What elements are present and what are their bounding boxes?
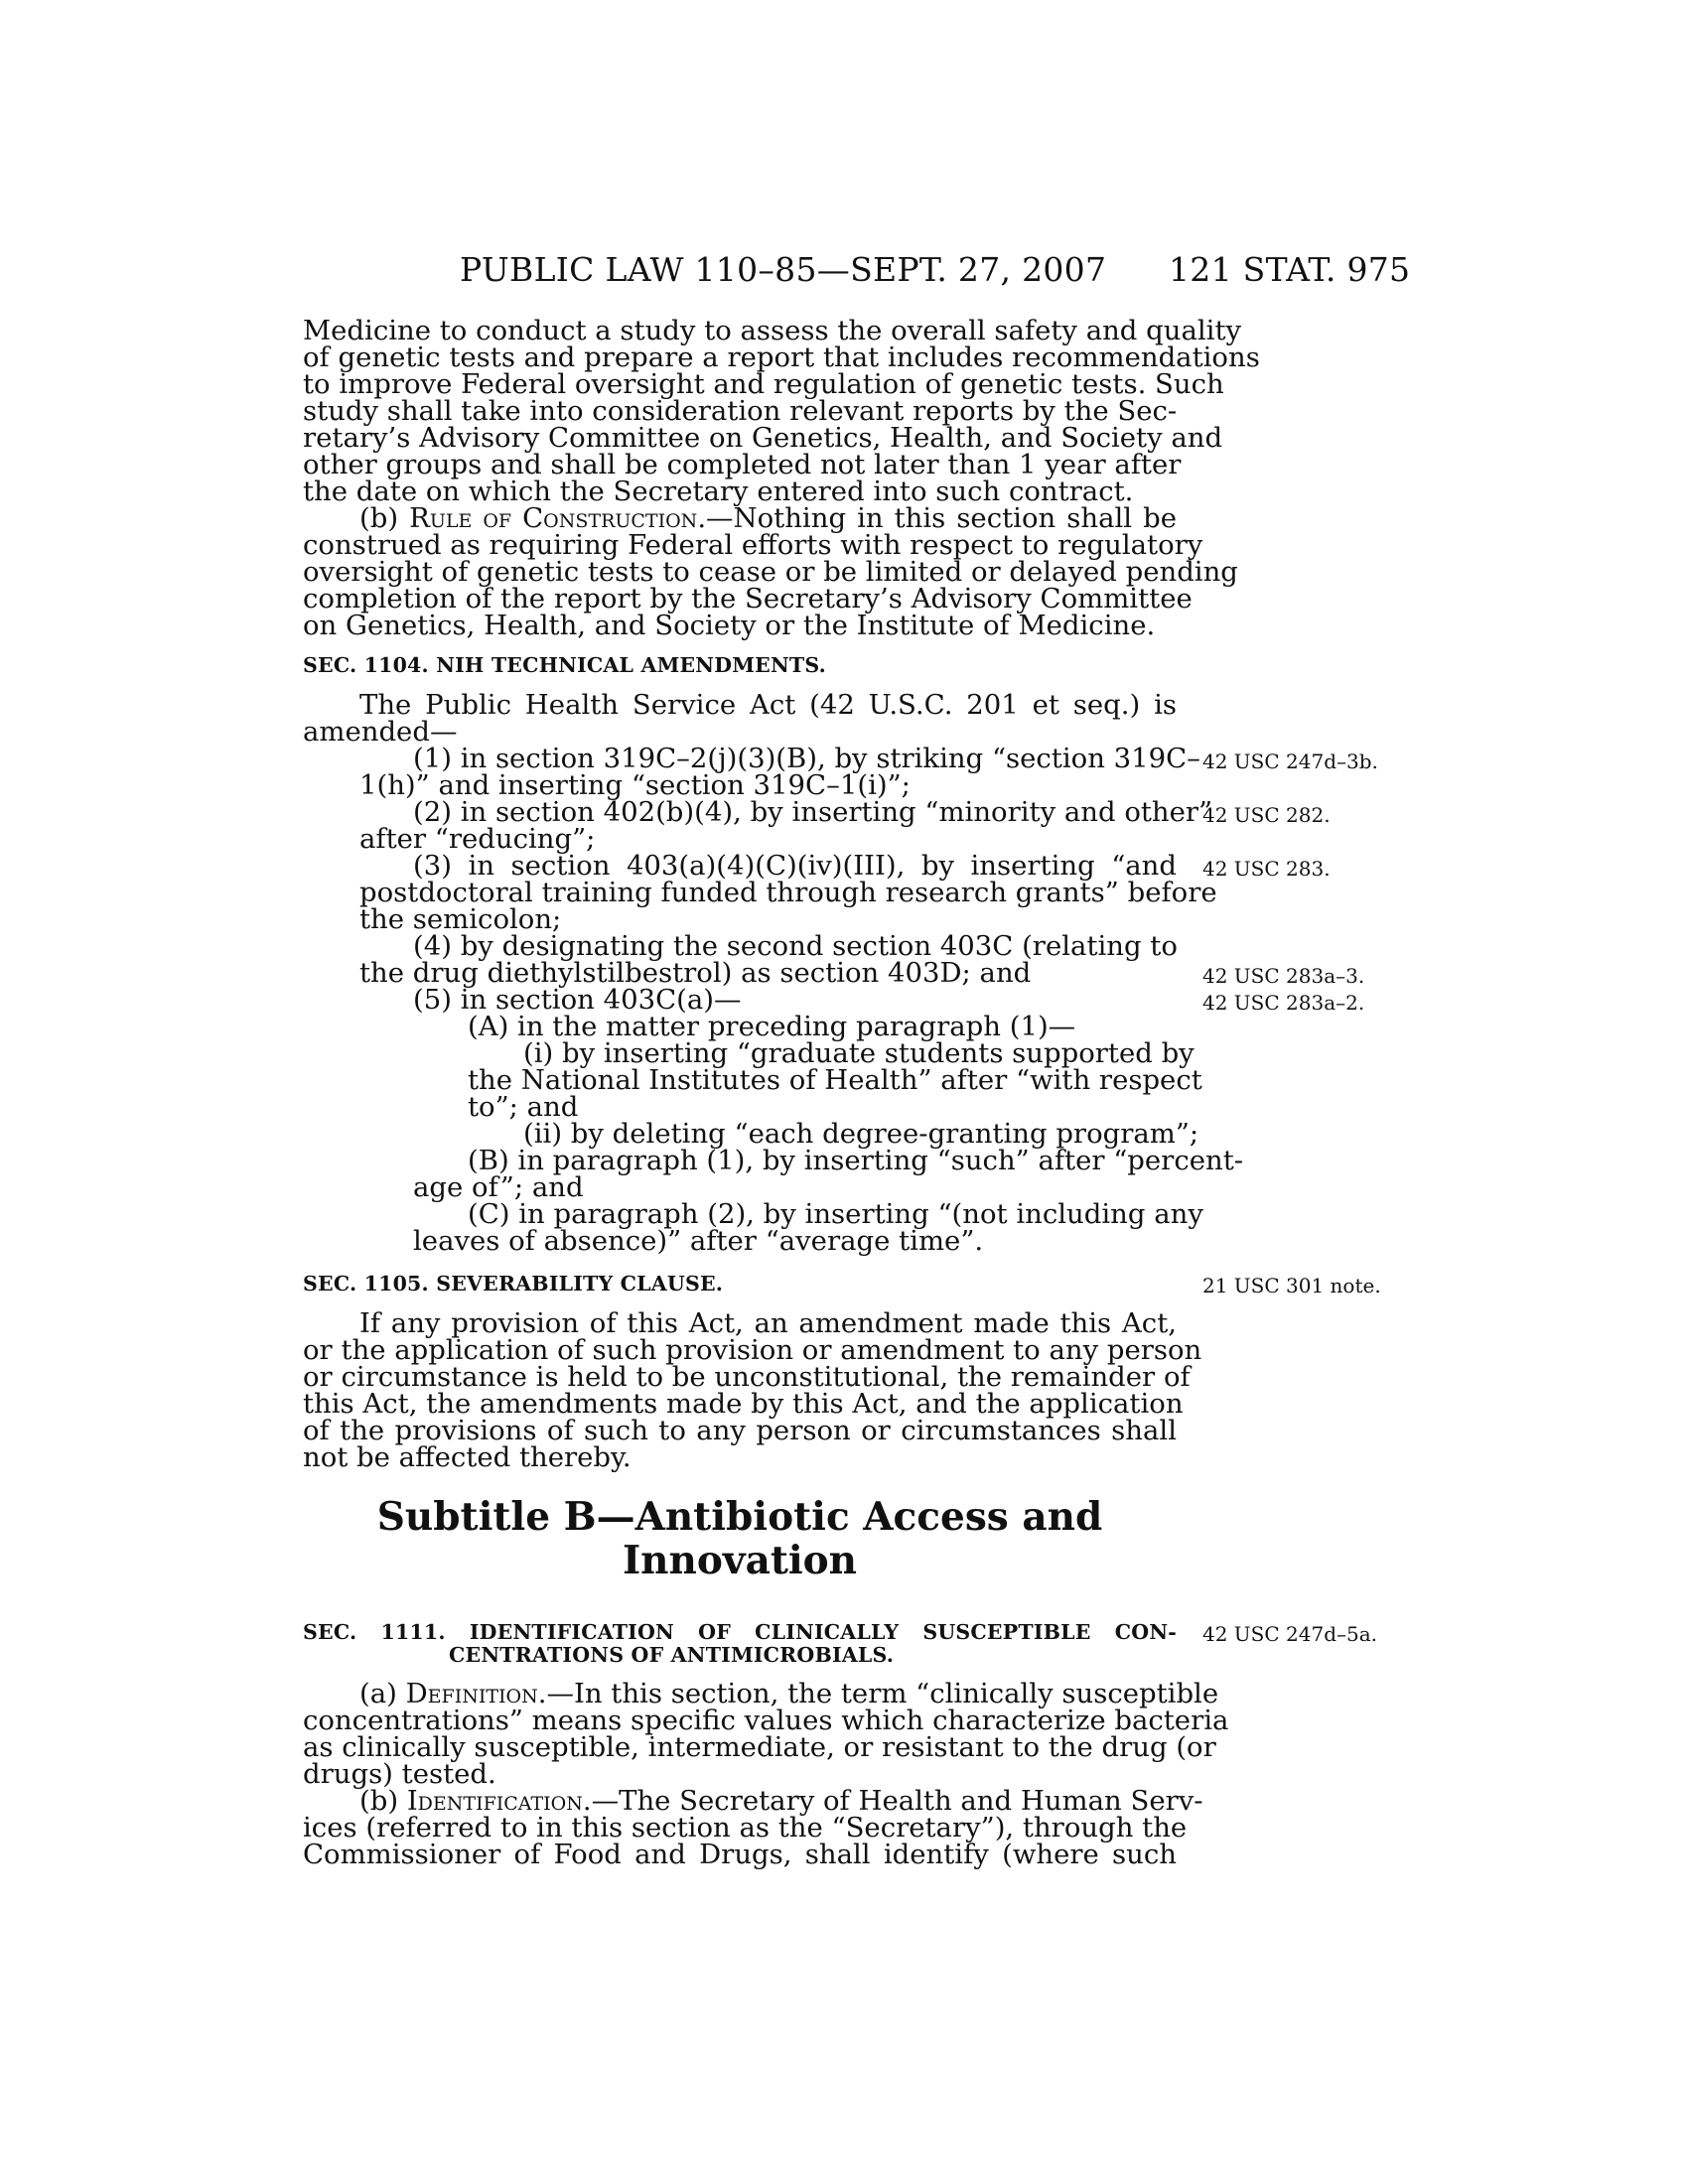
list-item: (i) by inserting “graduate students supported by (523, 1037, 1195, 1069)
text-line: retary’s Advisory Committee on Genetics, Health, and Society and (303, 422, 1223, 454)
text-line: completion of the report by the Secretary’s Advisory Committee (303, 583, 1193, 614)
margin-note: 42 USC 283. (1202, 857, 1331, 881)
subtitle-heading-line: Subtitle B—Antibiotic Access and (376, 1494, 1103, 1540)
list-item: the drug diethylstilbestrol) as section 403D; and (359, 957, 1032, 989)
list-item: to”; and (468, 1091, 579, 1123)
section-heading-1111-cont: CENTRATIONS OF ANTIMICROBIALS. (449, 1643, 895, 1667)
list-item: (4) by designating the second section 403C (relating to (413, 930, 1178, 962)
text-line: If any provision of this Act, an amendment made this Act, (359, 1307, 1177, 1339)
margin-note: 21 USC 301 note. (1202, 1274, 1381, 1297)
list-item: the National Institutes of Health” after “with respect (468, 1064, 1202, 1096)
text-line: oversight of genetic tests to cease or be limited or delayed pending (303, 556, 1238, 588)
section-heading-1111: SEC. 1111. IDENTIFICATION OF CLINICALLY SUSCEPTIBLE CON- (303, 1620, 1177, 1644)
text-line: of the provisions of such to any person or circumstances shall (303, 1415, 1177, 1446)
list-item: (2) in section 402(b)(4), by inserting “minority and other” (413, 796, 1213, 828)
list-item: 1(h)” and inserting “section 319C–1(i)”; (359, 769, 911, 801)
text-line: construed as requiring Federal efforts with respect to regulatory (303, 529, 1203, 561)
text-line: drugs) tested. (303, 1758, 496, 1790)
text-line: Commissioner of Food and Drugs, shall identify (where such (303, 1839, 1177, 1870)
text-line: ices (referred to in this section as the “Secretary”), through the (303, 1812, 1188, 1843)
margin-note: 42 USC 283a–2. (1202, 991, 1365, 1015)
text-line: amended— (303, 716, 458, 748)
text-line: on Genetics, Health, and Society or the Institute of Medicine. (303, 610, 1156, 641)
running-header-page-number: 121 STAT. 975 (1169, 250, 1411, 289)
margin-note: 42 USC 247d–5a. (1202, 1622, 1378, 1646)
subtitle-heading-line: Innovation (622, 1538, 858, 1583)
list-item: (A) in the matter preceding paragraph (1)— (468, 1011, 1076, 1042)
list-item: after “reducing”; (359, 823, 596, 855)
text-line: Medicine to conduct a study to assess the overall safety and quality (303, 315, 1242, 346)
text-line: or circumstance is held to be unconstitutional, the remainder of (303, 1361, 1191, 1393)
list-item: postdoctoral training funded through research grants” before (359, 877, 1217, 908)
list-item: (5) in section 403C(a)— (413, 984, 742, 1016)
list-item: (1) in section 319C–2(j)(3)(B), by striking “section 319C– (413, 743, 1200, 774)
text-line: other groups and shall be completed not later than 1 year after (303, 449, 1182, 480)
text-line: the date on which the Secretary entered into such contract. (303, 476, 1134, 507)
list-item: (3) in section 403(a)(4)(C)(iv)(III), by inserting “and (413, 850, 1177, 882)
text-line: The Public Health Service Act (42 U.S.C. 201 et seq.) is (359, 689, 1177, 721)
text-line: or the application of such provision or amendment to any person (303, 1334, 1202, 1366)
list-item: (ii) by deleting “each degree-granting program”; (523, 1118, 1199, 1150)
list-item: age of”; and (413, 1171, 584, 1203)
definition-heading: Definition (405, 1678, 538, 1709)
text-line: of genetic tests and prepare a report that includes recommendations (303, 341, 1260, 373)
text-line: this Act, the amendments made by this Act, and the application (303, 1388, 1184, 1420)
rule-of-construction-line: (b) Rule of Construction.—Nothing in this section shall be (359, 502, 1177, 534)
margin-note: 42 USC 283a–3. (1202, 964, 1365, 988)
rule-of-construction-heading: Rule of Construction (409, 502, 698, 534)
running-header-title: PUBLIC LAW 110–85—SEPT. 27, 2007 (460, 250, 1107, 289)
text-line: to improve Federal oversight and regulation of genetic tests. Such (303, 368, 1224, 400)
margin-note: 42 USC 282. (1202, 803, 1331, 827)
text-line: as clinically susceptible, intermediate, or resistant to the drug (or (303, 1731, 1216, 1763)
list-item: (B) in paragraph (1), by inserting “such” after “percent- (468, 1145, 1244, 1176)
margin-note: 42 USC 247d–3b. (1202, 750, 1378, 773)
list-item: (C) in paragraph (2), by inserting “(not including any (468, 1198, 1203, 1230)
identification-line: (b) Identification.—The Secretary of Health and Human Serv- (359, 1785, 1203, 1817)
text-line: not be affected thereby. (303, 1441, 632, 1473)
definition-line: (a) Definition.—In this section, the term “clinically susceptible (359, 1678, 1219, 1709)
text-line: study shall take into consideration relevant reports by the Sec- (303, 395, 1178, 427)
section-heading-1105: SEC. 1105. SEVERABILITY CLAUSE. (303, 1272, 724, 1296)
list-item: the semicolon; (359, 903, 562, 935)
text-line: concentrations” means specific values which characterize bacteria (303, 1705, 1229, 1736)
section-heading-1104: SEC. 1104. NIH TECHNICAL AMENDMENTS. (303, 653, 826, 677)
list-item: leaves of absence)” after “average time”. (413, 1225, 984, 1257)
identification-heading: Identification (406, 1785, 583, 1817)
